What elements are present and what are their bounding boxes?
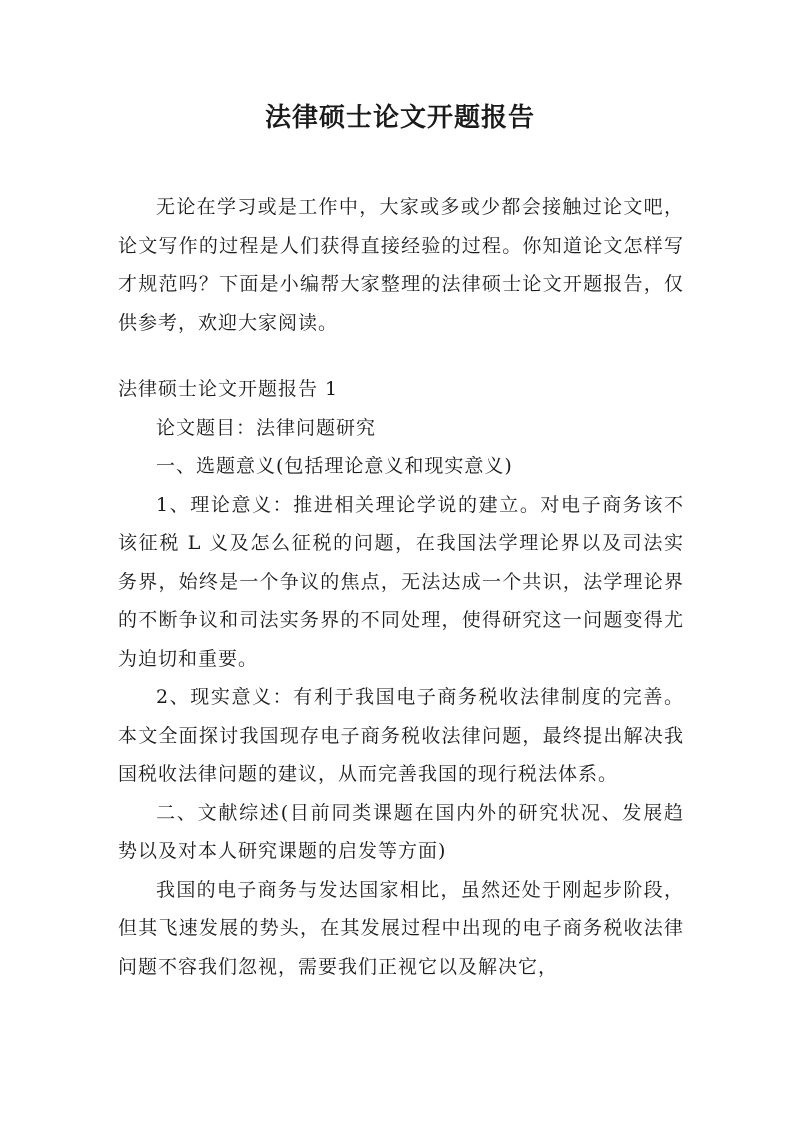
intro-paragraph: 无论在学习或是工作中，大家或多或少都会接触过论文吧，论文写作的过程是人们获得直接经验的过程。你知道论文怎样写才规范吗？下面是小编帮大家整理的法律硕士论文开题报告，仅供参考，欢迎大家阅读。 xyxy=(118,196,684,334)
paragraph-literature-heading: 二、文献综述(目前同类课题在国内外的研究状况、发展趋势以及对本人研究课题的启发等方面) xyxy=(118,801,684,862)
paragraph-significance-heading: 一、选题意义(包括理论意义和现实意义) xyxy=(156,455,513,477)
paragraph-theoretical-significance: 1、理论意义：推进相关理论学说的建立。对电子商务该不该征税 L 义及怎么征税的问题，在我国法学理论界以及司法实务界，始终是一个争议的焦点，无法达成一个共识，法学理论界的不断争议和司法实务界的不同处理，使得研究这一问题变得尤为迫切和重要。 xyxy=(118,493,684,670)
body-block xyxy=(118,370,684,986)
paragraph-practical-significance: 2、现实意义：有利于我国电子商务税收法律制度的完善。本文全面探讨我国现存电子商务税收法律问题，最终提出解决我国税收法律问题的建议，从而完善我国的现行税法体系。 xyxy=(118,686,684,785)
paragraph-topic: 论文题目：法律问题研究 xyxy=(156,416,377,439)
document-title: 法律硕士论文开题报告 xyxy=(264,103,535,133)
section-title: 法律硕士论文开题报告 1 xyxy=(118,378,339,400)
intro-block xyxy=(118,188,684,342)
paragraph-literature-body: 我国的电子商务与发达国家相比，虽然还处于刚起步阶段，但其飞速发展的势头，在其发展过程中出现的电子商务税收法律问题不容我们忽视，需要我们正视它以及解决它， xyxy=(118,878,684,978)
